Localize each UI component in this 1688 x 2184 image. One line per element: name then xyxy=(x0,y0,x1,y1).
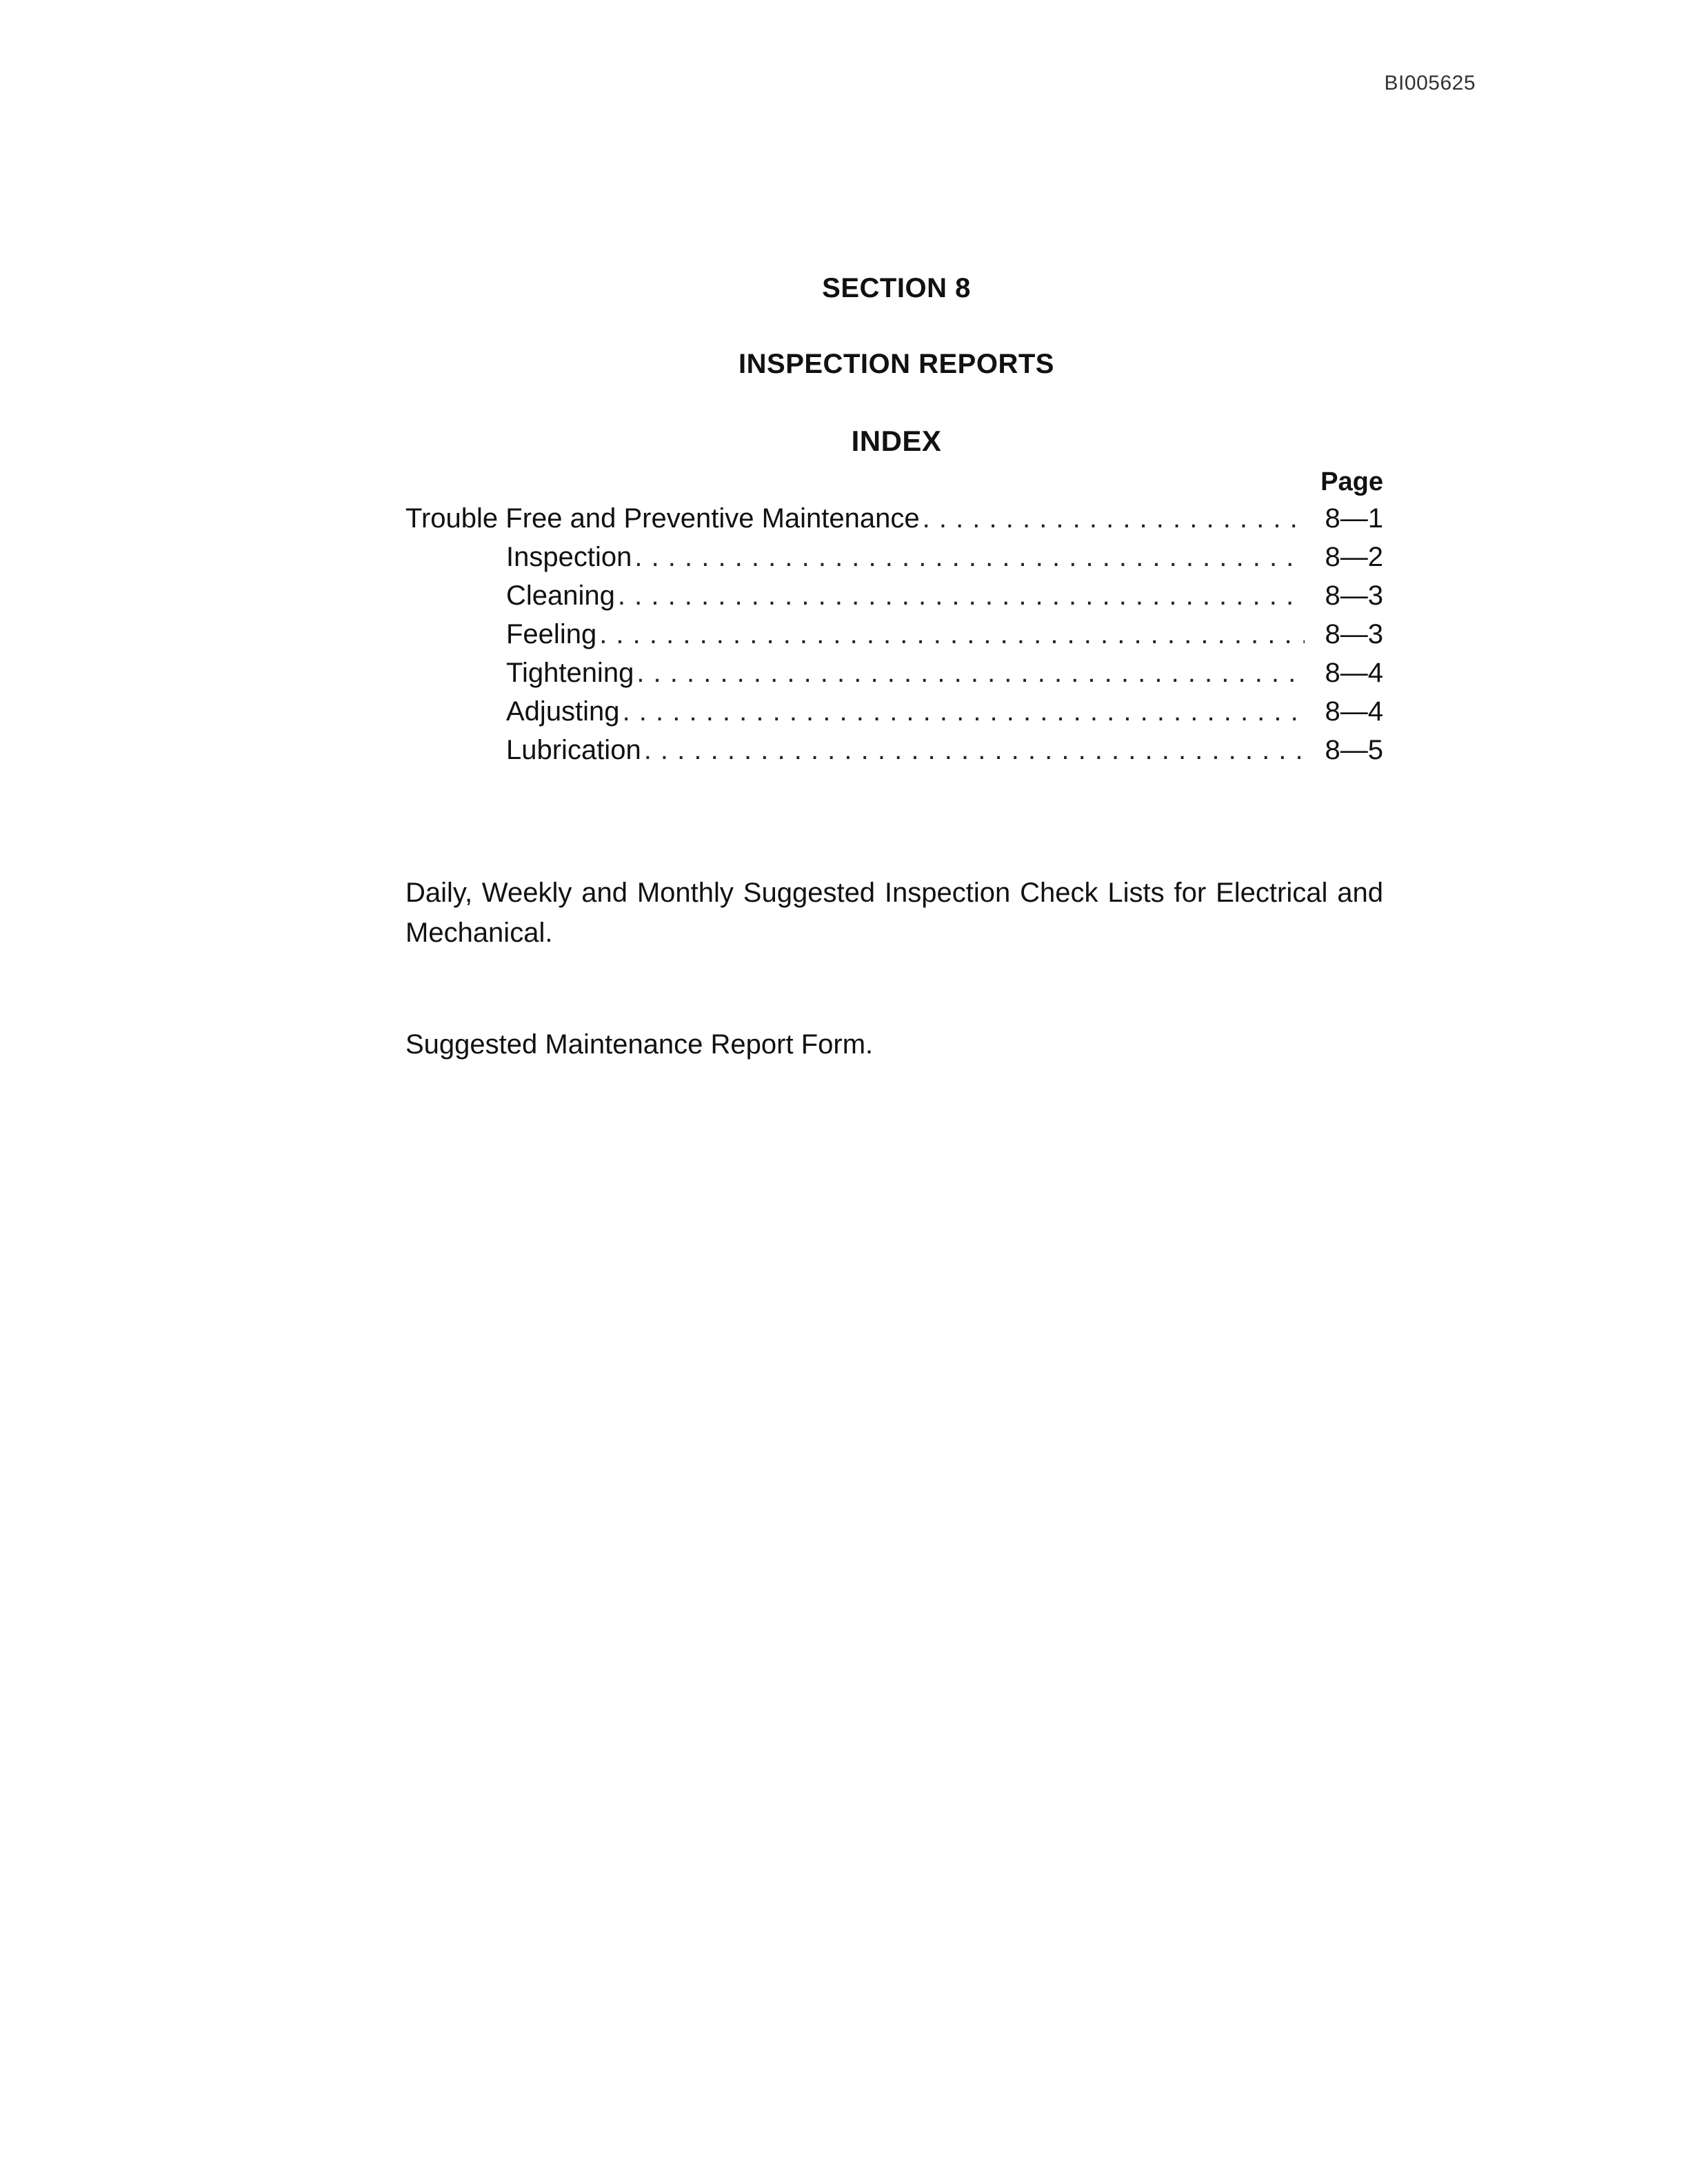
toc-entry-label: Adjusting xyxy=(506,696,620,727)
toc-entry xyxy=(405,658,1383,696)
page-column-header: Page xyxy=(1320,467,1383,496)
toc-dot-leader xyxy=(634,542,1305,573)
toc-entry-label: Trouble Free and Preventive Maintenance xyxy=(405,503,920,534)
toc-entry xyxy=(405,580,1383,619)
table-of-contents xyxy=(405,503,1383,774)
toc-entry xyxy=(405,503,1383,542)
toc-entry-label: Cleaning xyxy=(506,580,615,611)
toc-dot-leader xyxy=(618,580,1305,611)
toc-entry-label: Inspection xyxy=(506,542,632,572)
document-id: BI005625 xyxy=(1384,72,1476,94)
toc-entry-label: Lubrication xyxy=(506,735,641,765)
toc-entry xyxy=(405,735,1383,774)
toc-entry-page: 8—3 xyxy=(1325,619,1383,649)
toc-entry-page: 8—1 xyxy=(1325,503,1383,534)
section-title: SECTION 8 xyxy=(822,273,971,303)
index-title: INDEX xyxy=(851,425,942,457)
toc-dot-leader xyxy=(636,658,1305,689)
report-form-paragraph: Suggested Maintenance Report Form. xyxy=(405,1029,874,1060)
toc-entry xyxy=(405,542,1383,580)
toc-dot-leader xyxy=(644,735,1305,766)
toc-dot-leader xyxy=(923,503,1305,534)
toc-entry xyxy=(405,696,1383,735)
section-subtitle: INSPECTION REPORTS xyxy=(738,349,1054,379)
toc-entry-label: Feeling xyxy=(506,619,597,649)
toc-entry-page: 8—4 xyxy=(1325,696,1383,727)
toc-entry-page: 8—2 xyxy=(1325,542,1383,572)
toc-entry-label: Tightening xyxy=(506,658,634,688)
checklists-paragraph: Daily, Weekly and Monthly Suggested Inspection Check Lists for Electrical and Mechanical. xyxy=(405,878,1383,948)
toc-dot-leader xyxy=(599,619,1305,650)
toc-entry-page: 8—5 xyxy=(1325,735,1383,765)
toc-entry xyxy=(405,619,1383,658)
toc-entry-page: 8—3 xyxy=(1325,580,1383,611)
toc-dot-leader xyxy=(623,696,1305,727)
toc-entry-page: 8—4 xyxy=(1325,658,1383,688)
